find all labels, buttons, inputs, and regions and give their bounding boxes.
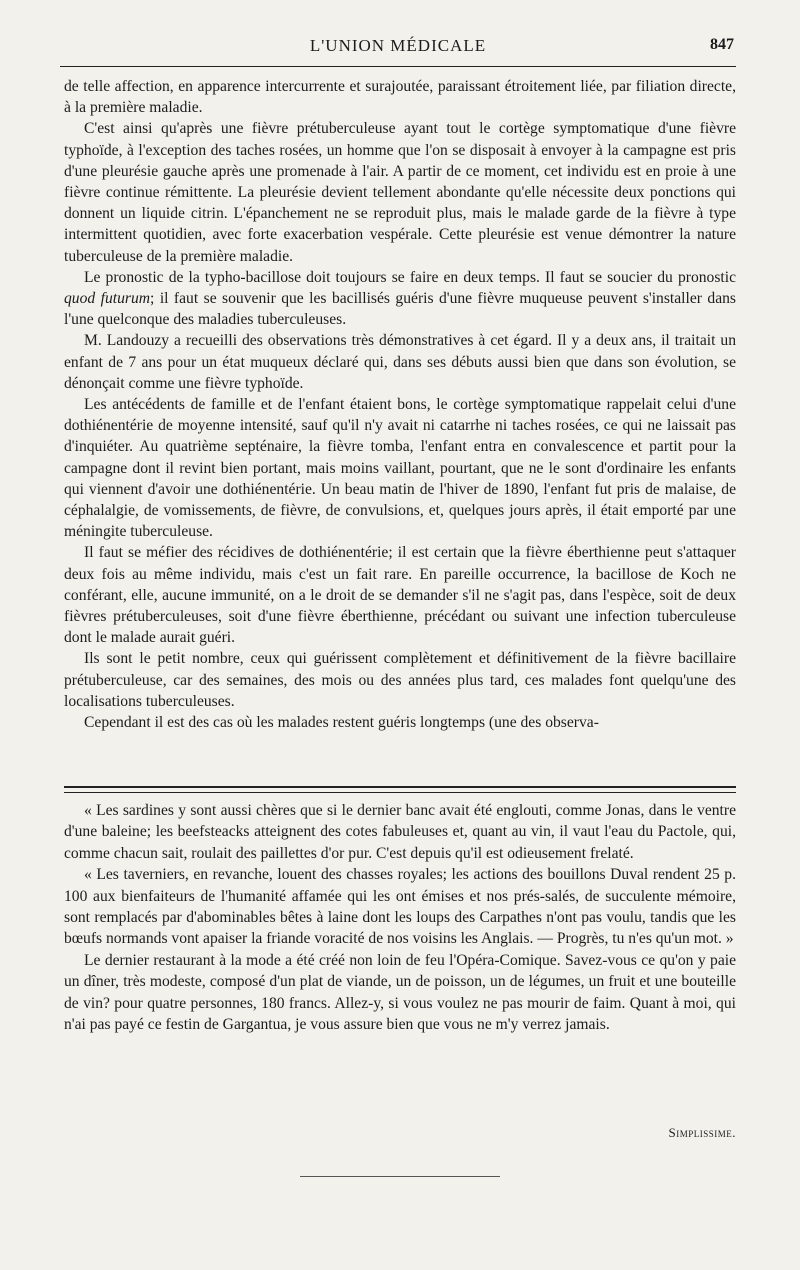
page-header: [60, 36, 736, 62]
article-paragraph: Il faut se méfier des récidives de dothiénentérie; il est certain que la fièvre éberthienne peut s'attaquer deux fois au même individu, mais c'est un fait rare. En pareille occurrence, la bacillose de Koch ne conférant, elle, aucune immunité, on a le droit de se demander s'il ne s'agit pas, dans l'espèce, soit de deux fièvres prétuberculeuses, soit d'une fièvre éberthienne, précédant ou suivant une infection tuberculeuse dont le malade aurait guéri.: [64, 544, 736, 647]
article-paragraph: de telle affection, en apparence intercurrente et surajoutée, paraissant étroitement liée, par filiation directe, à la première maladie.: [64, 78, 736, 117]
page-number: 847: [710, 36, 734, 53]
article-paragraph: Cependant il est des cas où les malades restent guéris longtemps (une des observa-: [84, 714, 599, 732]
feuilleton-divider: [64, 786, 736, 793]
article-paragraph: Les antécédents de famille et de l'enfant étaient bons, le cortège symptomatique rappelait celui d'une dothiénentérie de moyenne intensité, sauf qu'il n'y avait ni catarrhe ni taches rosées, ce qui ne laissait pas d'inquiéter. Au quatrième septénaire, la fièvre tomba, l'enfant entra en convalescence et partit pour la campagne dont il revint bien portant, mais moins vaillant, pourtant, que ne le sont d'ordinaire les enfants qui viennent d'avoir une dothiénentérie. Un beau matin de l'hiver de 1890, l'enfant fut pris de malaise, de céphalalgie, de vomissements, de fièvre, de convulsions, et, quelques jours après, il était emporté par une méningite tuberculeuse.: [64, 396, 736, 541]
feuilleton-paragraph: Le dernier restaurant à la mode a été créé non loin de feu l'Opéra-Comique. Savez-vous ce qu'on y paie un dîner, très modeste, composé d'un plat de viande, un de poisson, un de légumes, un fruit et une bouteille de vin? pour quatre personnes, 180 francs. Allez-y, si vous voulez ne pas mourir de faim. Quant à moi, qui n'ai pas payé ce festin de Gargantua, je vous assure bien que vous ne m'y verrez jamais.: [64, 951, 736, 1034]
feuilleton-body: [64, 800, 736, 1035]
article-paragraph: Le pronostic de la typho-bacillose doit toujours se faire en deux temps. Il faut se soucier du pronostic quod futurum; il faut se souvenir que les bacillisés guéris d'une fièvre muqueuse peuvent s'installer dans l'une quelconque des maladies tuberculeuses.: [64, 268, 736, 329]
article-paragraph: M. Landouzy a recueilli des observations très démonstratives à cet égard. Il y a deux ans, il traitait un enfant de 7 ans pour un état muqueux déclaré qui, dans ses débuts aussi bien que dans son évolution, se dénonçait comme une fièvre typhoïde.: [64, 332, 736, 392]
article-body: [64, 76, 736, 733]
feuilleton-paragraph: « Les taverniers, en revanche, louent des chasses royales; les actions des bouillons Duval rendent 25 p. 100 aux bienfaiteurs de l'humanité affamée qui les ont émises et nos prés-salés, de succulente mémoire, sont remplacés par d'abominables bêtes à laine dont les loups des Carpathes n'ont pas voulu, tandis que les bœufs normands vont apaiser la friande voracité de nos voisins les Anglais. — Progrès, tu n'es qu'un mot. »: [64, 866, 736, 948]
signature: Simplissime.: [668, 1125, 736, 1140]
journal-title: L'UNION MÉDICALE: [309, 36, 487, 55]
header-rule: [60, 66, 736, 67]
feuilleton-paragraph: « Les sardines y sont aussi chères que si le dernier banc avait été englouti, comme Jonas, dans le ventre d'une baleine; les beefsteacks atteignent des cotes fabuleuses et, quant au vin, il vaut l'eau du Pactole, qui, comme chacun sait, roulait des paillettes d'or pur. C'est depuis qu'il est odieusement frelaté.: [64, 802, 736, 862]
article-paragraph: C'est ainsi qu'après une fièvre prétuberculeuse ayant tout le cortège symptomatique d'une fièvre typhoïde, à l'exception des taches rosées, un homme que l'on se disposait à envoyer à la campagne est pris d'une pleurésie gauche après une promenade à l'air. A partir de ce moment, cet individu est en proie à une fièvre continue rémittente. La pleurésie devient tellement abondante qu'elle nécessite deux ponctions qui donnent un liquide citrin. L'épanchement ne se reproduit plus, mais le malade garde de la fièvre à type intermittent quotidien, avec forte exacerbation vespérale. Cette pleurésie est venue démontrer la nature tuberculeuse de la première maladie.: [64, 120, 736, 265]
footer-rule: [300, 1176, 500, 1177]
article-paragraph: Ils sont le petit nombre, ceux qui guérissent complètement et définitivement de la fièvre bacillaire prétuberculeuse, car des semaines, des mois ou des années plus tard, ces malades font quelqu'une des localisations tuberculeuses.: [64, 650, 736, 710]
